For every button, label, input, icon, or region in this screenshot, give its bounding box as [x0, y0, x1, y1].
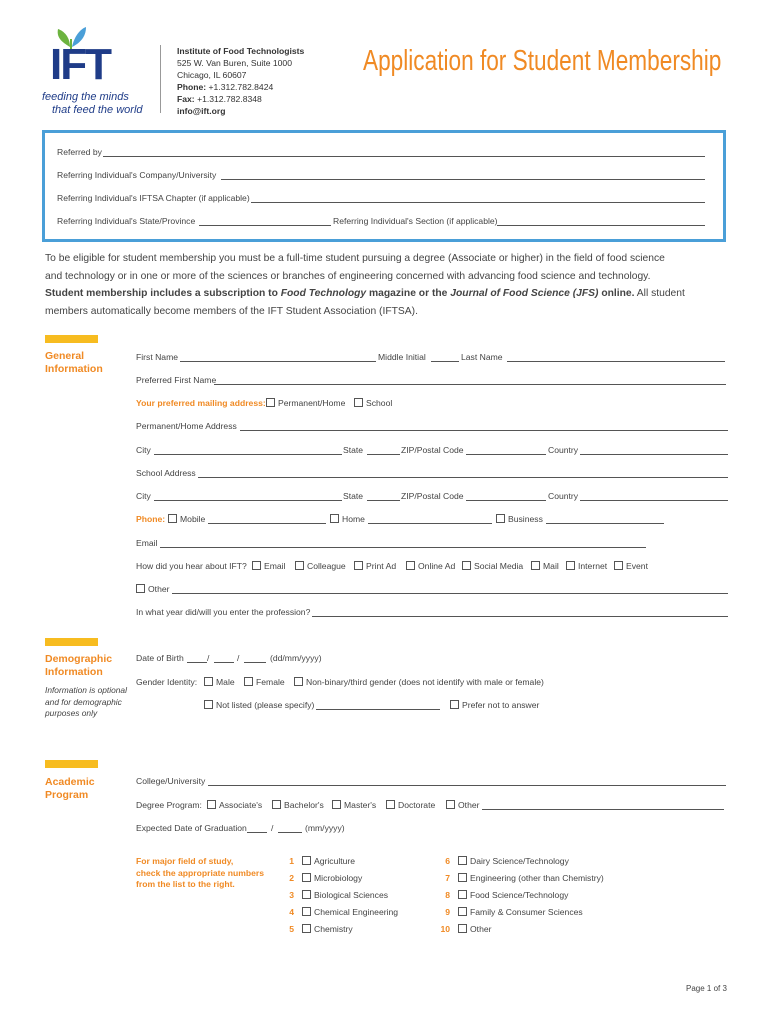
org-name: Institute of Food Technologists — [177, 46, 305, 56]
hear-other-label: Other — [148, 584, 170, 594]
hear-option-print-ad[interactable] — [354, 561, 396, 571]
demographic-note-1: Information is optional — [45, 685, 127, 695]
major-agriculture-checkbox[interactable] — [302, 856, 311, 865]
preferred-first-name-field[interactable] — [214, 384, 726, 385]
major-option-agriculture[interactable] — [302, 856, 355, 866]
hear-email-checkbox[interactable] — [252, 561, 261, 570]
academic-heading-1: Academic — [45, 776, 95, 788]
intro-line-1: To be eligible for student membership you must be a full-time student pursuing a degree (Associate or higher) in the field of food science — [45, 253, 665, 264]
org-fax: +1.312.782.8348 — [197, 94, 262, 104]
gender-label: Gender Identity: — [136, 677, 198, 687]
intro-line-4: members automatically become members of the IFT Student Association (IFTSA). — [45, 305, 418, 317]
major-chemical-engineering-checkbox[interactable] — [302, 907, 311, 916]
hear-option-internet[interactable] — [566, 561, 607, 571]
hear-mail-label: Mail — [543, 561, 559, 571]
ift-logo — [40, 25, 150, 120]
hear-option-other[interactable] — [136, 584, 170, 594]
school-state-field[interactable] — [367, 500, 400, 501]
zip-label: ZIP/Postal Code — [401, 445, 464, 455]
hear-internet-checkbox[interactable] — [566, 561, 575, 570]
college-field[interactable] — [208, 785, 726, 786]
phone-mobile-option[interactable] — [168, 514, 205, 524]
hear-online-ad-checkbox[interactable] — [406, 561, 415, 570]
major-note-2: check the appropriate numbers — [136, 867, 264, 878]
country-label: Country — [548, 445, 579, 455]
major-dairy-checkbox[interactable] — [458, 856, 467, 865]
gender-not-listed-checkbox[interactable] — [204, 700, 213, 709]
degree-doctorate-checkbox[interactable] — [386, 800, 395, 809]
major-family-consumer-label: Family & Consumer Sciences — [470, 907, 583, 917]
dob-sep-1: / — [207, 653, 210, 663]
city-field[interactable] — [154, 454, 342, 455]
middle-initial-field[interactable] — [431, 361, 459, 362]
major-other-label: Other — [470, 924, 492, 934]
major-option-biological-sciences[interactable] — [302, 890, 388, 900]
email-field[interactable] — [160, 547, 646, 548]
gender-not-listed-option[interactable] — [204, 700, 314, 710]
referral-section-label: Referring Individual's Section (if applicable) — [333, 216, 498, 226]
major-num-5: 5 — [289, 924, 294, 934]
org-phone: +1.312.782.8424 — [208, 82, 274, 92]
phone-mobile-field[interactable] — [208, 523, 326, 524]
page-title: Application for Student Membership — [363, 45, 722, 77]
major-option-other[interactable] — [458, 924, 492, 934]
hear-event-label: Event — [626, 561, 648, 571]
academic-bar — [45, 760, 98, 768]
hear-colleague-checkbox[interactable] — [295, 561, 304, 570]
major-num-8: 8 — [445, 890, 450, 900]
intro-text — [45, 250, 735, 320]
last-name-label: Last Name — [461, 352, 503, 362]
phone-label: Phone: — [136, 514, 166, 524]
hear-option-colleague[interactable] — [295, 561, 346, 571]
logo-tagline-2: that feed the world — [52, 104, 143, 116]
intro-bold-3: online. — [598, 288, 635, 299]
dob-day-field[interactable] — [187, 662, 207, 663]
intro-italic-2: Journal of Food Science (JFS) — [450, 288, 599, 299]
major-option-engineering[interactable] — [458, 873, 604, 883]
hear-option-mail[interactable] — [531, 561, 559, 571]
major-engineering-checkbox[interactable] — [458, 873, 467, 882]
dob-year-field[interactable] — [244, 662, 266, 663]
school-city-field[interactable] — [154, 500, 342, 501]
phone-mobile-label: Mobile — [180, 514, 206, 524]
dob-month-field[interactable] — [214, 662, 234, 663]
logo-wordmark: IFT — [50, 40, 110, 89]
major-chemical-engineering-label: Chemical Engineering — [314, 907, 399, 917]
hear-online-ad-label: Online Ad — [418, 561, 456, 571]
major-note-1: For major field of study, — [136, 856, 234, 866]
school-country-label: Country — [548, 491, 579, 501]
referral-company-label: Referring Individual's Company/University — [57, 170, 217, 180]
major-chemistry-checkbox[interactable] — [302, 924, 311, 933]
degree-label: Degree Program: — [136, 800, 202, 810]
first-name-label: First Name — [136, 352, 179, 362]
gender-prefer-not-checkbox[interactable] — [450, 700, 459, 709]
referral-company-field[interactable] — [221, 179, 705, 180]
phone-mobile-checkbox[interactable] — [168, 514, 177, 523]
org-phone-label: Phone: — [177, 82, 207, 92]
referral-section-field[interactable] — [497, 225, 705, 226]
grad-date-label: Expected Date of Graduation — [136, 823, 247, 833]
major-num-9: 9 — [445, 907, 450, 917]
major-chemistry-label: Chemistry — [314, 924, 353, 934]
major-biological-sciences-label: Biological Sciences — [314, 890, 389, 900]
major-num-6: 6 — [445, 856, 450, 866]
major-option-chemical-engineering[interactable] — [302, 907, 398, 917]
degree-other-checkbox[interactable] — [446, 800, 455, 809]
phone-business-label: Business — [508, 514, 543, 524]
degree-doctorate-label: Doctorate — [398, 800, 436, 810]
hear-colleague-label: Colleague — [307, 561, 346, 571]
org-email[interactable]: info@ift.org — [177, 106, 226, 116]
profession-year-field[interactable] — [312, 616, 728, 617]
degree-bachelors-option[interactable] — [272, 800, 324, 810]
phone-home-field[interactable] — [368, 523, 492, 524]
phone-business-field[interactable] — [546, 523, 664, 524]
permanent-address-field[interactable] — [240, 430, 728, 431]
hear-mail-checkbox[interactable] — [531, 561, 540, 570]
phone-home-option[interactable] — [330, 514, 365, 524]
gender-not-listed-field[interactable] — [316, 709, 440, 710]
demographic-heading — [45, 653, 112, 679]
gender-not-listed-label: Not listed (please specify) — [216, 700, 315, 710]
zip-field[interactable] — [466, 454, 546, 455]
degree-doctorate-option[interactable] — [386, 800, 435, 810]
school-state-label: State — [343, 491, 364, 501]
gender-nonbinary-label: Non-binary/third gender (does not identify with male or female) — [306, 677, 544, 687]
hear-print-ad-checkbox[interactable] — [354, 561, 363, 570]
hear-social-media-checkbox[interactable] — [462, 561, 471, 570]
hear-other-field[interactable] — [172, 593, 728, 594]
page-number: Page 1 of 3 — [686, 984, 727, 993]
major-option-dairy[interactable] — [458, 856, 569, 866]
intro-rest: All student — [634, 288, 685, 299]
gender-male-label: Male — [216, 677, 235, 687]
gender-female-option[interactable] — [244, 677, 285, 687]
school-zip-field[interactable] — [466, 500, 546, 501]
major-note — [136, 856, 264, 891]
degree-other-option[interactable] — [446, 800, 480, 810]
mailing-permanent-label: Permanent/Home — [278, 398, 346, 408]
mailing-school-option[interactable] — [354, 398, 392, 408]
degree-other-label: Other — [458, 800, 480, 810]
first-name-field[interactable] — [180, 361, 376, 362]
phone-business-checkbox[interactable] — [496, 514, 505, 523]
middle-initial-label: Middle Initial — [378, 352, 426, 362]
hear-other-checkbox[interactable] — [136, 584, 145, 593]
major-food-science-label: Food Science/Technology — [470, 890, 569, 900]
major-num-2: 2 — [289, 873, 294, 883]
state-field[interactable] — [367, 454, 400, 455]
demographic-bar — [45, 638, 98, 646]
major-engineering-label: Engineering (other than Chemistry) — [470, 873, 604, 883]
school-country-field[interactable] — [580, 500, 728, 501]
major-option-microbiology[interactable] — [302, 873, 362, 883]
mailing-permanent-option[interactable] — [266, 398, 345, 408]
degree-bachelors-label: Bachelor's — [284, 800, 324, 810]
degree-masters-label: Master's — [344, 800, 377, 810]
referred-by-field[interactable] — [103, 156, 705, 157]
phone-business-option[interactable] — [496, 514, 543, 524]
last-name-field[interactable] — [507, 361, 725, 362]
major-num-3: 3 — [289, 890, 294, 900]
logo-tagline-1: feeding the minds — [42, 91, 129, 103]
referral-state-field[interactable] — [199, 225, 331, 226]
preferred-first-name-label: Preferred First Name — [136, 375, 217, 385]
email-label: Email — [136, 538, 158, 548]
degree-associates-label: Associate's — [219, 800, 263, 810]
demographic-note-2: and for demographic — [45, 696, 122, 707]
hear-option-email[interactable] — [252, 561, 286, 571]
hear-print-ad-label: Print Ad — [366, 561, 397, 571]
gender-nonbinary-option[interactable] — [294, 677, 544, 687]
major-num-1: 1 — [289, 856, 294, 866]
hear-option-event[interactable] — [614, 561, 648, 571]
major-food-science-checkbox[interactable] — [458, 890, 467, 899]
demographic-heading-2: Information — [45, 666, 103, 678]
referred-by-label: Referred by — [57, 147, 102, 157]
org-address-1: 525 W. Van Buren, Suite 1000 — [177, 58, 292, 68]
major-num-7: 7 — [445, 873, 450, 883]
major-num-10: 10 — [440, 924, 450, 934]
state-label: State — [343, 445, 364, 455]
gender-male-option[interactable] — [204, 677, 235, 687]
degree-bachelors-checkbox[interactable] — [272, 800, 281, 809]
hear-label: How did you hear about IFT? — [136, 561, 247, 571]
major-other-checkbox[interactable] — [458, 924, 467, 933]
major-microbiology-label: Microbiology — [314, 873, 363, 883]
dob-sep-2: / — [237, 653, 240, 663]
grad-year-field[interactable] — [278, 832, 302, 833]
header-divider — [160, 45, 161, 113]
grad-format: (mm/yyyy) — [305, 823, 345, 833]
intro-bold-2: magazine or the — [366, 288, 451, 299]
academic-heading — [45, 776, 95, 802]
major-agriculture-label: Agriculture — [314, 856, 356, 866]
gender-female-checkbox[interactable] — [244, 677, 253, 686]
major-biological-sciences-checkbox[interactable] — [302, 890, 311, 899]
phone-home-checkbox[interactable] — [330, 514, 339, 523]
degree-associates-checkbox[interactable] — [207, 800, 216, 809]
org-info — [177, 45, 304, 117]
hear-social-media-label: Social Media — [474, 561, 524, 571]
country-field[interactable] — [580, 454, 728, 455]
mailing-address-label: Your preferred mailing address: — [136, 398, 266, 408]
major-microbiology-checkbox[interactable] — [302, 873, 311, 882]
profession-year-label: In what year did/will you enter the profession? — [136, 607, 311, 617]
major-option-family-consumer[interactable] — [458, 907, 583, 917]
gender-male-checkbox[interactable] — [204, 677, 213, 686]
degree-associates-option[interactable] — [207, 800, 262, 810]
school-address-label: School Address — [136, 468, 196, 478]
hear-option-social-media[interactable] — [462, 561, 523, 571]
hear-internet-label: Internet — [578, 561, 608, 571]
dob-label: Date of Birth — [136, 653, 184, 663]
referral-chapter-label: Referring Individual's IFTSA Chapter (if applicable) — [57, 193, 250, 203]
intro-bold-1: Student membership includes a subscription to — [45, 288, 281, 299]
major-option-chemistry[interactable] — [302, 924, 353, 934]
school-zip-label: ZIP/Postal Code — [401, 491, 464, 501]
org-fax-label: Fax: — [177, 94, 195, 104]
gender-prefer-not-option[interactable] — [450, 700, 539, 710]
city-label: City — [136, 445, 151, 455]
referral-chapter-field[interactable] — [251, 202, 705, 203]
gender-female-label: Female — [256, 677, 285, 687]
general-heading-1: General — [45, 350, 85, 362]
hear-email-label: Email — [264, 561, 286, 571]
major-option-food-science[interactable] — [458, 890, 568, 900]
academic-heading-2: Program — [45, 789, 89, 801]
mailing-school-label: School — [366, 398, 393, 408]
referral-state-label: Referring Individual's State/Province — [57, 216, 196, 226]
major-dairy-label: Dairy Science/Technology — [470, 856, 569, 866]
hear-option-online-ad[interactable] — [406, 561, 455, 571]
grad-month-field[interactable] — [247, 832, 267, 833]
school-address-field[interactable] — [198, 477, 728, 478]
general-heading — [45, 350, 103, 376]
mailing-school-checkbox[interactable] — [354, 398, 363, 407]
demographic-note-3: purposes only — [45, 708, 98, 718]
major-num-4: 4 — [289, 907, 294, 917]
major-note-3: from the list to the right. — [136, 879, 235, 889]
degree-masters-option[interactable] — [332, 800, 376, 810]
degree-masters-checkbox[interactable] — [332, 800, 341, 809]
dob-format: (dd/mm/yyyy) — [270, 653, 322, 663]
demographic-heading-1: Demographic — [45, 653, 113, 665]
degree-other-field[interactable] — [482, 809, 724, 810]
major-family-consumer-checkbox[interactable] — [458, 907, 467, 916]
demographic-note — [45, 685, 127, 720]
org-address-2: Chicago, IL 60607 — [177, 70, 247, 80]
school-city-label: City — [136, 491, 151, 501]
gender-prefer-not-label: Prefer not to answer — [462, 700, 540, 710]
mailing-permanent-checkbox[interactable] — [266, 398, 275, 407]
gender-nonbinary-checkbox[interactable] — [294, 677, 303, 686]
general-heading-2: Information — [45, 363, 103, 375]
permanent-address-label: Permanent/Home Address — [136, 421, 237, 431]
referral-box — [42, 130, 726, 242]
general-bar — [45, 335, 98, 343]
phone-home-label: Home — [342, 514, 365, 524]
grad-sep: / — [271, 823, 274, 833]
intro-line-2: and technology or in one or more of the sciences or branches of engineering concerned with advancing food science and technology. — [45, 270, 651, 282]
hear-event-checkbox[interactable] — [614, 561, 623, 570]
college-label: College/University — [136, 776, 206, 786]
intro-italic-1: Food Technology — [280, 288, 367, 299]
